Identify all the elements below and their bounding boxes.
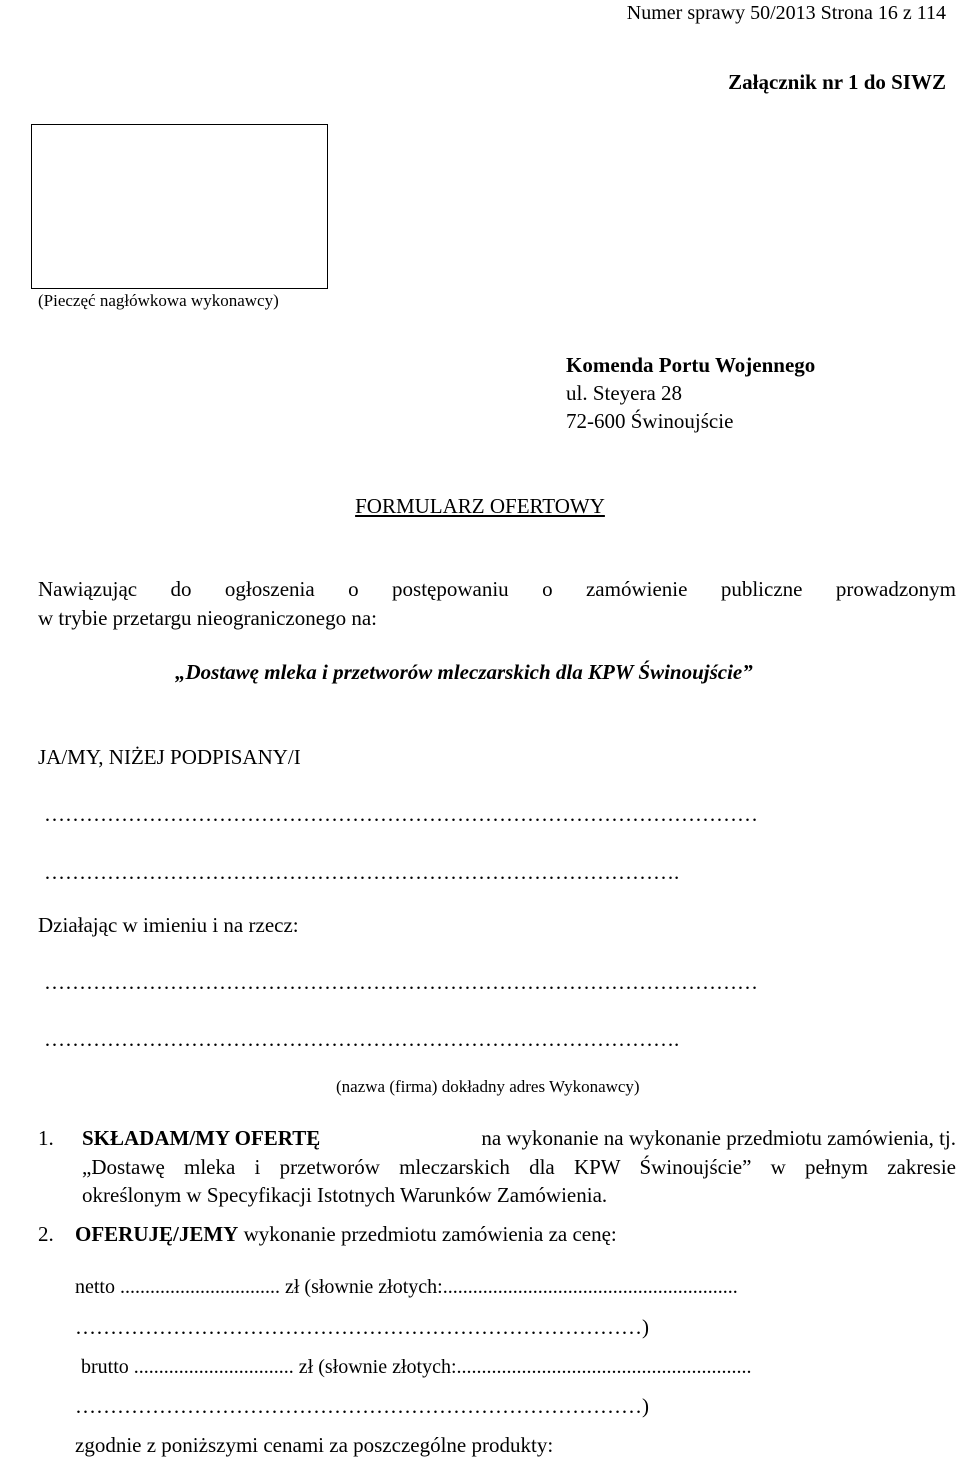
brutto-line: brutto ................................ zł (słownie złotych:........................................................... (81, 1356, 752, 1378)
contractor-dots-2: ………………………………………………………………………………. (44, 1027, 680, 1051)
section-1-bold: SKŁADAM/MY OFERTĘ (82, 1126, 321, 1150)
section-2-bold: OFERUJĘ/JEMY (75, 1222, 239, 1246)
order-subject: „Dostawę mleka i przetworów mleczarskich dla KPW Świnoujście” (175, 660, 753, 684)
section-2-number: 2. (38, 1222, 54, 1246)
section-1-rest: na wykonanie na wykonanie przedmiotu zamówienia, tj. (481, 1126, 956, 1150)
signatory-dots-1: ………………………………………………………………………………………… (44, 802, 758, 826)
acting-label: Działając w imieniu i na rzecz: (38, 913, 299, 937)
form-title: FORMULARZ OFERTOWY (355, 494, 605, 518)
page-header-case-number: Numer sprawy 50/2013 Strona 16 z 114 (626, 2, 946, 24)
section-2-line (75, 1222, 617, 1247)
netto-continuation: ………………………………………………………………………) (75, 1315, 649, 1339)
intro-line-2: w trybie przetargu nieograniczonego na: (38, 606, 377, 630)
contractor-dots-1: ………………………………………………………………………………………… (44, 970, 758, 994)
section-1-number: 1. (38, 1126, 54, 1150)
stamp-caption: (Pieczęć nagłówkowa wykonawcy) (38, 291, 279, 310)
recipient-city: 72-600 Świnoujście (566, 409, 734, 433)
attachment-label: Załącznik nr 1 do SIWZ (728, 70, 946, 94)
signatory-label: JA/MY, NIŻEJ PODPISANY/I (38, 745, 301, 769)
recipient-name: Komenda Portu Wojennego (566, 353, 816, 377)
netto-line: netto ................................ zł (słownie złotych:........................................................... (75, 1276, 738, 1298)
contractor-stamp-box (31, 124, 328, 289)
section-2-rest: wykonanie przedmiotu zamówienia za cenę: (238, 1222, 617, 1246)
intro-line-1: Nawiązując do ogłoszenia o postępowaniu o zamówienie publiczne prowadzonym (38, 577, 956, 601)
signatory-dots-2: ………………………………………………………………………………. (44, 860, 680, 884)
section-1-line-1 (82, 1126, 956, 1151)
contractor-caption: (nazwa (firma) dokładny adres Wykonawcy) (336, 1077, 640, 1096)
recipient-street: ul. Steyera 28 (566, 381, 683, 405)
prices-footer: zgodnie z poniższymi cenami za poszczególne produkty: (75, 1433, 554, 1457)
section-1-line-2: „Dostawę mleka i przetworów mleczarskich dla KPW Świnoujście” w pełnym zakresie (82, 1155, 956, 1179)
brutto-continuation: ………………………………………………………………………) (75, 1394, 649, 1418)
section-1-line-3: określonym w Specyfikacji Istotnych Warunków Zamówienia. (82, 1183, 608, 1207)
